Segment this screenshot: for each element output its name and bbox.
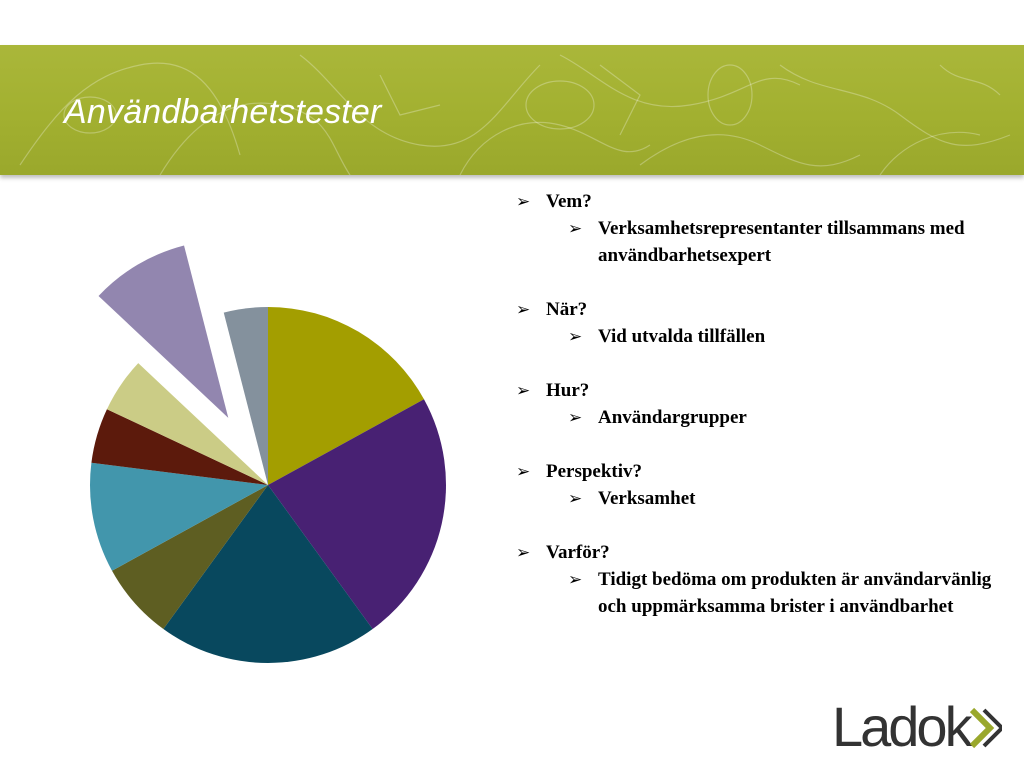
arrow-bullet-icon: ➢	[516, 462, 531, 481]
bullet-hur: ➢ Hur?	[516, 377, 1006, 404]
arrow-bullet-icon: ➢	[516, 543, 531, 562]
pie-chart	[60, 240, 460, 680]
arrow-bullet-icon: ➢	[568, 327, 583, 346]
bullet-nar: ➢ När?	[516, 296, 1006, 323]
bullet-vem: ➢ Vem?	[516, 188, 1006, 215]
arrow-bullet-icon: ➢	[516, 192, 531, 211]
title-banner	[0, 45, 1024, 175]
arrow-bullet-icon: ➢	[568, 219, 583, 238]
bullet-list	[516, 188, 1006, 620]
arrow-bullet-icon: ➢	[516, 300, 531, 319]
ladok-logo	[832, 700, 1002, 756]
sub-bullet-hur: ➢ Användargrupper	[516, 404, 1006, 431]
bullet-varfor: ➢ Varför?	[516, 539, 1006, 566]
sub-bullet-perspektiv: ➢ Verksamhet	[516, 485, 1006, 512]
bullet-perspektiv: ➢ Perspektiv?	[516, 458, 1006, 485]
arrow-bullet-icon: ➢	[568, 408, 583, 427]
slide-title: Användbarhetstester	[64, 93, 382, 131]
sub-bullet-varfor: ➢ Tidigt bedöma om produkten är användarvänlig och uppmärksamma brister i användbarhet	[516, 566, 1006, 620]
sub-bullet-vem: ➢ Verksamhetsrepresentanter tillsammans med användbarhetsexpert	[516, 215, 1006, 269]
logo-wordmark: Ladok	[832, 700, 970, 756]
sub-bullet-nar: ➢ Vid utvalda tillfällen	[516, 323, 1006, 350]
arrow-bullet-icon: ➢	[568, 489, 583, 508]
arrow-bullet-icon: ➢	[568, 570, 583, 589]
arrow-bullet-icon: ➢	[516, 381, 531, 400]
